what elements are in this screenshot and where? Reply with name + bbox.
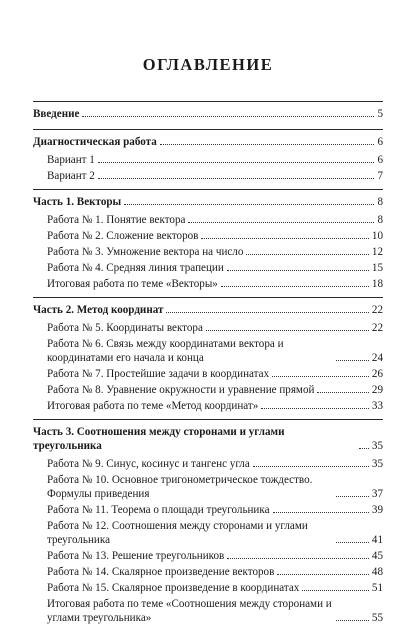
page-number: 41: [371, 534, 383, 546]
page-number: 10: [371, 230, 383, 242]
page-number: 55: [371, 612, 383, 624]
toc-entry[interactable]: [33, 213, 383, 227]
dot-leader: [336, 542, 369, 543]
toc-section-heading[interactable]: [33, 195, 383, 209]
page-number: 8: [377, 214, 383, 226]
toc-entry-label: Работа № 13. Решение треугольников: [47, 550, 225, 562]
page-number: 15: [371, 262, 383, 274]
toc-section-heading-label: Часть 2. Метод координат: [33, 304, 164, 316]
dot-leader: [277, 574, 369, 575]
dot-leader: [359, 448, 369, 449]
toc-entry[interactable]: [33, 245, 383, 259]
toc-entry-label: Вариант 2: [47, 170, 95, 182]
page-number: 48: [371, 566, 383, 578]
page-number: 26: [371, 368, 383, 380]
toc-entry-label: Работа № 14. Скалярное произведение векторов: [47, 566, 275, 578]
toc-section: [33, 298, 383, 419]
page-number: 37: [371, 488, 383, 500]
toc-section-heading[interactable]: [33, 107, 383, 121]
toc-section: [33, 420, 383, 631]
dot-leader: [188, 222, 374, 223]
page-number: 6: [377, 154, 383, 166]
dot-leader: [160, 144, 375, 145]
toc-entry[interactable]: [33, 519, 383, 547]
toc-entry-label: Работа № 9. Синус, косинус и тангенс угла: [47, 458, 250, 470]
toc-entry-label: Работа № 5. Координаты вектора: [47, 322, 203, 334]
toc-entry[interactable]: [33, 565, 383, 579]
toc-entry-label: Работа № 10. Основное тригонометрическое тождество. Формулы приведения: [47, 474, 313, 500]
dot-leader: [272, 376, 369, 377]
toc-section-heading-label: Введение: [33, 108, 80, 120]
dot-leader: [98, 178, 375, 179]
dot-leader: [227, 558, 369, 559]
page-number: 7: [377, 170, 383, 182]
toc-entry-label: Работа № 3. Умножение вектора на число: [47, 246, 244, 258]
toc-entry[interactable]: [33, 457, 383, 471]
toc-section-heading-label: Диагностическая работа: [33, 136, 157, 148]
toc-entry-label: Работа № 1. Понятие вектора: [47, 214, 186, 226]
page-number: 12: [371, 246, 383, 258]
dot-leader: [336, 496, 369, 497]
page-number: 22: [371, 304, 383, 316]
toc-entry[interactable]: [33, 399, 383, 413]
dot-leader: [124, 204, 374, 205]
toc-entry-label: Работа № 2. Сложение векторов: [47, 230, 199, 242]
dot-leader: [98, 162, 375, 163]
toc-entry[interactable]: [33, 321, 383, 335]
dot-leader: [82, 116, 374, 117]
toc-entry-label: Работа № 12. Соотношения между сторонами и углами треугольника: [47, 520, 308, 546]
toc-entry[interactable]: [33, 169, 383, 183]
toc-entry-label: Работа № 7. Простейшие задачи в координатах: [47, 368, 270, 380]
page-number: 8: [377, 196, 383, 208]
page-number: 51: [371, 582, 383, 594]
toc-entry-label: Итоговая работа по теме «Метод координат»: [47, 400, 259, 412]
toc-entry[interactable]: [33, 367, 383, 381]
toc-entry-label: Работа № 8. Уравнение окружности и уравнение прямой: [47, 384, 315, 396]
page-number: 29: [371, 384, 383, 396]
dot-leader: [273, 512, 369, 513]
dot-leader: [246, 254, 369, 255]
toc-entry[interactable]: [33, 503, 383, 517]
toc-section-heading-label: Часть 3. Соотношения между сторонами и углами треугольника: [33, 426, 285, 452]
dot-leader: [166, 312, 368, 313]
toc-section: [33, 130, 383, 189]
toc-entry[interactable]: [33, 277, 383, 291]
toc-entry[interactable]: [33, 383, 383, 397]
page-number: 5: [377, 108, 383, 120]
page-number: 45: [371, 550, 383, 562]
toc-entry[interactable]: [33, 229, 383, 243]
toc-section-heading-label: Часть 1. Векторы: [33, 196, 122, 208]
toc-entry[interactable]: [33, 597, 383, 625]
toc-entry[interactable]: [33, 261, 383, 275]
page-number: 35: [371, 458, 383, 470]
dot-leader: [336, 360, 369, 361]
dot-leader: [221, 286, 369, 287]
toc-entry-label: Работа № 15. Скалярное произведение в координатах: [47, 582, 300, 594]
toc-entry[interactable]: [33, 153, 383, 167]
dot-leader: [302, 590, 369, 591]
dot-leader: [336, 620, 369, 621]
toc-section: [33, 102, 383, 129]
toc-entry-label: Вариант 1: [47, 154, 95, 166]
toc-entry[interactable]: [33, 581, 383, 595]
page-number: 35: [371, 440, 383, 452]
toc-section-heading[interactable]: [33, 135, 383, 149]
page-number: 39: [371, 504, 383, 516]
dot-leader: [201, 238, 368, 239]
toc-entry-label: Работа № 11. Теорема о площади треугольника: [47, 504, 270, 516]
table-of-contents: [33, 101, 383, 631]
toc-entry-label: Итоговая работа по теме «Векторы»: [47, 278, 218, 290]
page-number: 18: [371, 278, 383, 290]
dot-leader: [206, 330, 369, 331]
page-number: 33: [371, 400, 383, 412]
page-number: 22: [371, 322, 383, 334]
toc-entry-label: Работа № 6. Связь между координатами вектора и координатами его начала и конца: [47, 338, 284, 364]
toc-section-heading[interactable]: [33, 303, 383, 317]
dot-leader: [317, 392, 368, 393]
toc-entry[interactable]: [33, 337, 383, 365]
dot-leader: [261, 408, 369, 409]
toc-section-heading[interactable]: [33, 425, 383, 453]
toc-entry-label: Работа № 4. Средняя линия трапеции: [47, 262, 224, 274]
dot-leader: [227, 270, 369, 271]
dot-leader: [253, 466, 369, 467]
page-number: 24: [371, 352, 383, 364]
toc-entry[interactable]: [33, 473, 383, 501]
page-title: ОГЛАВЛЕНИЕ: [142, 55, 274, 74]
toc-entry[interactable]: [33, 549, 383, 563]
toc-section: [33, 190, 383, 297]
toc-entry-label: Итоговая работа по теме «Соотношения между сторонами и углами треугольника»: [47, 598, 332, 624]
page-number: 6: [377, 136, 383, 148]
